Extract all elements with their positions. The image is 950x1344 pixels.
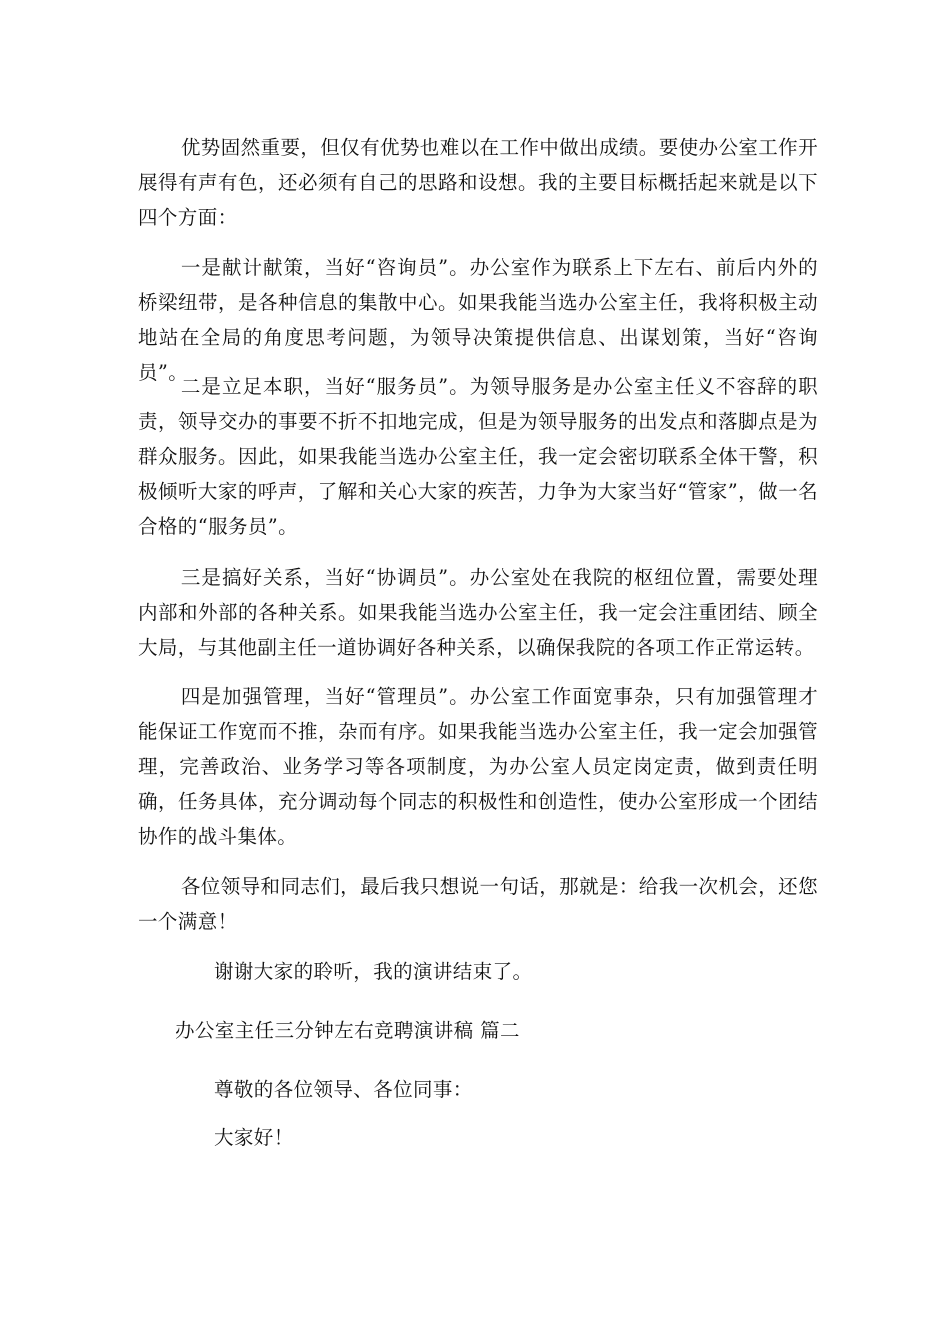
salutation-line: 尊敬的各位领导、各位同事： bbox=[214, 1078, 473, 1101]
closing-line: 谢谢大家的聆听，我的演讲结束了。 bbox=[214, 960, 533, 983]
paragraph-coordinator: 三是搞好关系，当好“协调员”。办公室处在我院的枢纽位置，需要处理内部和外部的各种关系。如果我能当选办公室主任，我一定会注重团结、顾全大局，与其他副主任一道协调好各种关系，以确保我院的各项工作正常运转。 bbox=[138, 566, 818, 659]
section-title: 办公室主任三分钟左右竞聘演讲稿 篇二 bbox=[175, 1019, 520, 1042]
paragraph-service: 二是立足本职，当好“服务员”。为领导服务是办公室主任义不容辞的职责，领导交办的事要不折不扣地完成，但是为领导服务的出发点和落脚点是为群众服务。因此，如果我能当选办公室主任，我一定会密切联系全体干警，积极倾听大家的呼声，了解和关心大家的疾苦，力争为大家当好“管家”，做一名合格的“服务员”。 bbox=[138, 375, 818, 538]
paragraph-goals-intro: 优势固然重要，但仅有优势也难以在工作中做出成绩。要使办公室工作开展得有声有色，还必须有自己的思路和设想。我的主要目标概括起来就是以下四个方面： bbox=[138, 136, 818, 229]
paragraph-manager: 四是加强管理，当好“管理员”。办公室工作面宽事杂，只有加强管理才能保证工作宽而不推，杂而有序。如果我能当选办公室主任，我一定会加强管理，完善政治、业务学习等各项制度，为办公室人员定岗定责，做到责任明确，任务具体，充分调动每个同志的积极性和创造性，使办公室形成一个团结协作的战斗集体。 bbox=[138, 685, 818, 848]
paragraph-final-words: 各位领导和同志们，最后我只想说一句话，那就是：给我一次机会，还您一个满意！ bbox=[138, 875, 818, 933]
paragraph-consultant: 一是献计献策，当好“咨询员”。办公室作为联系上下左右、前后内外的桥梁纽带，是各种信息的集散中心。如果我能当选办公室主任，我将积极主动地站在全局的角度思考问题，为领导决策提供信息、出谋划策，当好“咨询员”。 bbox=[138, 256, 818, 384]
greeting-line: 大家好！ bbox=[214, 1126, 294, 1149]
